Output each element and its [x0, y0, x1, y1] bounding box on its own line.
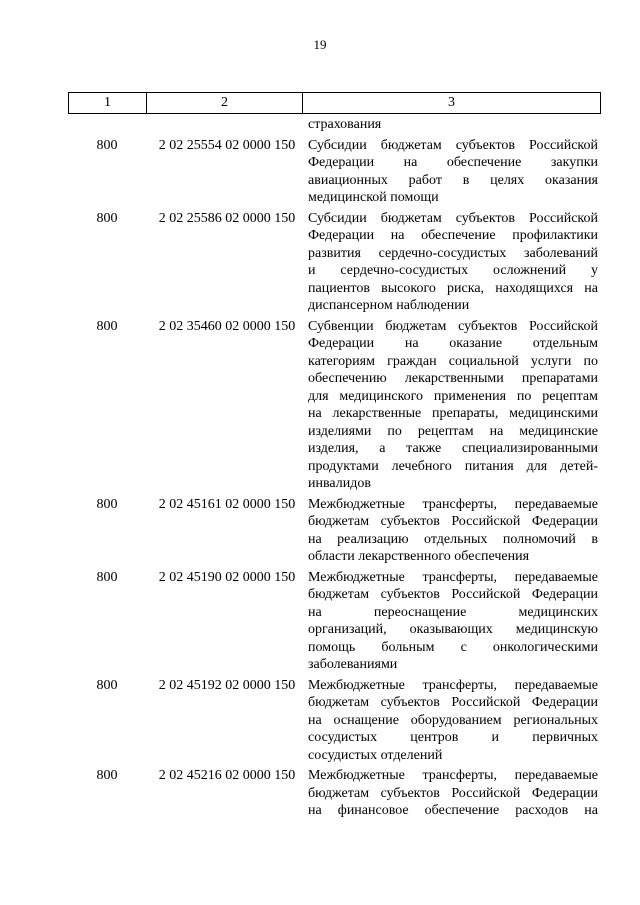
- budget-code-cell: 2 02 45216 02 0000 150: [158, 768, 296, 783]
- admin-code-cell: 800: [96, 137, 118, 153]
- budget-code-cell: 2 02 25586 02 0000 150: [158, 210, 296, 226]
- description-cell: [308, 496, 598, 566]
- table-row: [68, 569, 601, 674]
- table-row: [68, 210, 601, 315]
- description-line: бюджетам субъектов Российской Федерации: [308, 587, 598, 602]
- description-cell: [308, 210, 598, 315]
- description-line: Субсидии бюджетам субъектов Российской: [308, 210, 598, 226]
- description-line: Федерации на оказание отдельным: [308, 336, 598, 351]
- header-col-3: 3: [448, 95, 455, 110]
- budget-code-cell: 2 02 35460 02 0000 150: [158, 318, 296, 334]
- description-line: бюджетам субъектов Российской Федерации: [308, 514, 598, 529]
- description-line: Межбюджетные трансферты, передаваемые: [308, 496, 598, 512]
- description-line: для медицинского применения по рецептам: [308, 388, 598, 404]
- description-line: пациентов высокого риска, находящихся на: [308, 280, 598, 296]
- header-col-1: 1: [69, 93, 147, 113]
- description-line: бюджетам субъектов Российской Федерации: [308, 785, 598, 801]
- description-line: Межбюджетные трансферты, передаваемые: [308, 569, 598, 585]
- description-line: изделия, а также специализированными: [308, 441, 598, 456]
- description-line: на финансовое обеспечение расходов на: [308, 803, 598, 818]
- description-line: заболеваниями: [308, 657, 398, 672]
- description-line: Субсидии бюджетам субъектов Российской: [308, 137, 598, 153]
- description-line: на переоснащение медицинских: [308, 604, 598, 620]
- table-row: [68, 496, 601, 566]
- budget-code-cell: 2 02 45192 02 0000 150: [158, 677, 296, 693]
- description-line: Межбюджетные трансферты, передаваемые: [308, 677, 598, 693]
- description-line: Субвенции бюджетам субъектов Российской: [308, 318, 598, 334]
- table-body: [68, 116, 601, 820]
- description-line: медицинской помощи: [308, 190, 439, 205]
- header-col-2: 2: [147, 93, 303, 113]
- admin-code-cell: [68, 116, 146, 134]
- admin-code-cell: 800: [96, 496, 118, 512]
- description-line: бюджетам субъектов Российской Федерации: [308, 695, 598, 710]
- table-row: [68, 767, 601, 820]
- budget-code-cell: 2 02 45161 02 0000 150: [158, 496, 296, 512]
- description-line: на реализацию отдельных полномочий в: [308, 531, 598, 547]
- admin-code-cell: 800: [96, 677, 118, 693]
- admin-code-cell: 800: [96, 569, 118, 585]
- table-row: [68, 116, 601, 134]
- page-number: 19: [313, 37, 327, 52]
- description-line: на лекарственные препараты, медицинскими: [308, 406, 598, 421]
- description-line: диспансерном наблюдении: [308, 298, 470, 313]
- description-line: обеспечению лекарственными препаратами: [308, 371, 598, 386]
- budget-code-cell: 2 02 25554 02 0000 150: [158, 137, 296, 153]
- description-cell: [308, 767, 598, 820]
- description-line: области лекарственного обеспечения: [308, 549, 530, 564]
- admin-code-cell: 800: [96, 318, 118, 334]
- description-line: Федерации на обеспечение профилактики: [308, 228, 598, 243]
- description-line: авиационных работ в целях оказания: [308, 172, 598, 188]
- description-line: помощь больным с онкологическими: [308, 639, 598, 655]
- description-cell: [308, 677, 598, 765]
- description-line: Федерации на обеспечение закупки: [308, 155, 598, 170]
- description-cell: [308, 137, 598, 207]
- budget-code-cell: [146, 116, 308, 134]
- table-row: [68, 677, 601, 765]
- description-line: сосудистых центров и первичных: [308, 730, 598, 745]
- description-line: страхования: [308, 117, 382, 132]
- admin-code-cell: 800: [96, 768, 118, 783]
- description-cell: [308, 569, 598, 674]
- table-row: [68, 318, 601, 493]
- description-line: и сердечно-сосудистых осложнений у: [308, 263, 598, 278]
- description-line: организаций, оказывающих медицинскую: [308, 622, 598, 637]
- description-line: инвалидов: [308, 476, 371, 491]
- budget-code-cell: 2 02 45190 02 0000 150: [158, 569, 296, 585]
- admin-code-cell: 800: [96, 210, 118, 226]
- description-line: Межбюджетные трансферты, передаваемые: [308, 768, 598, 783]
- description-cell: [308, 116, 598, 134]
- description-line: изделиями по рецептам на медицинские: [308, 423, 598, 439]
- description-line: на оснащение оборудованием региональных: [308, 712, 598, 728]
- description-line: продуктами лечебного питания для детей-: [308, 458, 598, 474]
- description-cell: [308, 318, 598, 493]
- description-line: развития сердечно-сосудистых заболеваний: [308, 245, 598, 261]
- description-line: категориям граждан социальной услуги по: [308, 353, 598, 369]
- description-line: сосудистых отделений: [308, 747, 443, 763]
- table-header: [68, 92, 601, 114]
- table-row: [68, 137, 601, 207]
